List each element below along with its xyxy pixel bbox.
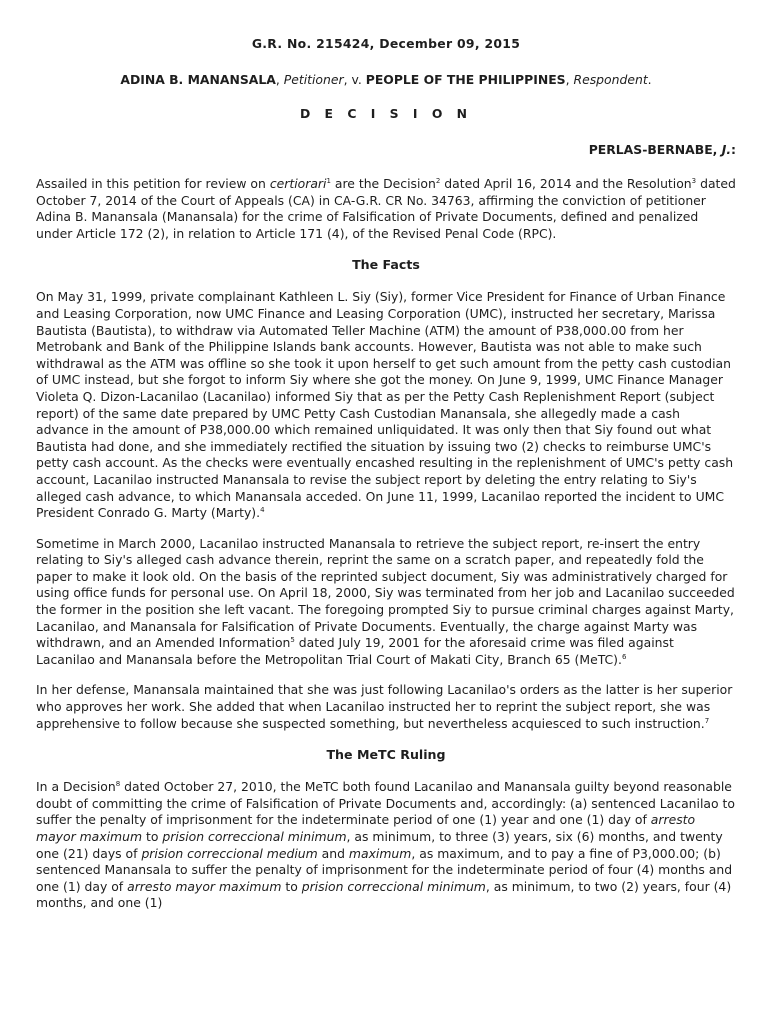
section-heading-metc-ruling: The MeTC Ruling	[326, 747, 446, 763]
section-heading-facts: The Facts	[352, 257, 420, 273]
footnote-ref[interactable]: 6	[621, 652, 627, 661]
footnote-ref[interactable]: 4	[260, 506, 265, 515]
footnote-ref[interactable]: 3	[691, 177, 697, 185]
metc-paragraph-1: In a Decision$^8$ dated October 27, 2010, the MeTC both found Lacanilao and Manansala guilty beyond reasonable doubt of committing the crime of Falsification of Private Documents and, accordingly: (a) sentenced Lacanilao to suffer the penalty of imprisonment for the indeterminate period of one (1) year and one (1) day of arresto mayor maximum to prision correccional minimum, as minimum, to three (3) years, six (6) months, and twenty one (21) days of prision correccional medium and maximum, as maximum, and to pay a fine of P3,000.00; (b) sentenced Manansala to suffer the penalty of imprisonment for the indeterminate period of four (4) months and one (1) day of arresto mayor maximum to prision correccional minimum, as minimum, to two (2) years, four (4) months, and one (1)	[36, 779, 735, 911]
facts-paragraph-3: In her defense, Manansala maintained that she was just following Lacanilao's orders as the latter is her superior who approves her work. She added that when Lacanilao instructed her to reprint the subject report, she was apprehensive to follow because she suspected something, but nevertheless acquiesced to such instruction.$^7$	[36, 682, 733, 731]
ponente-colon: :	[731, 142, 736, 157]
footnote-ref[interactable]: 5	[290, 636, 295, 645]
versus-label: v.	[351, 72, 362, 87]
comma-separator: ,	[275, 72, 284, 87]
ponente-title: J.	[721, 142, 732, 157]
respondent-name: PEOPLE OF THE PHILIPPINES	[365, 72, 566, 87]
decision-label: D E C I S I O N	[299, 106, 473, 121]
facts-paragraph-1: On May 31, 1999, private complainant Kathleen L. Siy (Siy), former Vice President for Finance of Urban Finance and Leasing Corporation, now UMC Finance and Leasing Corporation (UMC), instructed her secretary, Marissa Bautista (Bautista), to withdraw via Automated Teller Machine (ATM) the amount of P38,000.00 from her Metrobank and Bank of the Philippine Islands bank accounts. However, Bautista was not able to make such withdrawal as the ATM was offline so she took it upon herself to get such amount from the petty cash custodian of UMC instead, but she forgot to inform Siy where she got the money. On June 9, 1999, UMC Finance Manager Violeta Q. Dizon-Lacanilao (Lacanilao) informed Siy that as per the Petty Cash Replenishment Report (subject report) of the same date prepared by UMC Petty Cash Custodian Manansala, she allegedly made a cash advance in the amount of P38,000.00 which remained unliquidated. It was only then that Siy found out what Bautista had done, and she immediately rectified the situation by issuing two (2) checks to reimburse UMC's petty cash account. As the checks were eventually encashed resulting in the replenishment of UMC's petty cash account, Lacanilao instructed Manansala to revise the subject report by deleting the entry relating to Siy's alleged cash advance, to which Manansala acceded. On June 11, 1999, Lacanilao reported the incident to UMC President Conrado G. Marty (Marty).$^4$	[36, 289, 734, 521]
facts-paragraph-2: Sometime in March 2000, Lacanilao instructed Manansala to retrieve the subject report, re-insert the entry relating to Siy's alleged cash advance therein, reprint the same on a scratch paper, and repeatedly fold the paper to make it look old. On the basis of the reprinted subject document, Siy was administratively charged for using office funds for personal use. On April 18, 2000, Siy was terminated from her job and Lacanilao succeeded the former in the position she left vacant. The foregoing prompted Siy to pursue criminal charges against Marty, Lacanilao, and Manansala for Falsification of Private Documents. Eventually, the charge against Marty was withdrawn, and an Amended Information$^5$ dated July 19, 2001 for the aforesaid crime was filed against Lacanilao and Manansala before the Metropolitan Trial Court of Makati City, Branch 65 (MeTC).$^6$	[36, 535, 735, 667]
footnote-ref[interactable]: 7	[704, 716, 710, 725]
footnote-ref[interactable]: 1	[326, 177, 331, 185]
ponente-name: PERLAS-BERNABE,	[588, 142, 718, 157]
petitioner-name: ADINA B. MANANSALA	[120, 72, 276, 87]
case-gr-number: G.R. No. 215424, December 09, 2015	[251, 36, 521, 51]
period: .	[647, 72, 652, 87]
comma-separator: ,	[565, 72, 574, 87]
petitioner-role: Petitioner	[283, 72, 344, 87]
case-parties	[36, 72, 736, 92]
ponente-line	[36, 142, 736, 162]
comma-separator: ,	[343, 72, 352, 87]
intro-paragraph: Assailed in this petition for review on certiorari$^1$ are the Decision$^2$ dated April 16, 2014 and the Resolution$^3$ dated October 7, 2014 of the Court of Appeals (CA) in CA-G.R. CR No. 34763, affirming the conviction of petitioner Adina B. Manansala (Manansala) for the crime of Falsification of Private Documents, defined and penalized under Article 172 (2), in relation to Article 171 (4), of the Revised Penal Code (RPC).	[36, 176, 736, 241]
footnote-ref[interactable]: 8	[115, 780, 121, 789]
decision-document	[36, 36, 736, 912]
respondent-role: Respondent	[573, 72, 648, 87]
footnote-ref[interactable]: 2	[435, 177, 441, 185]
